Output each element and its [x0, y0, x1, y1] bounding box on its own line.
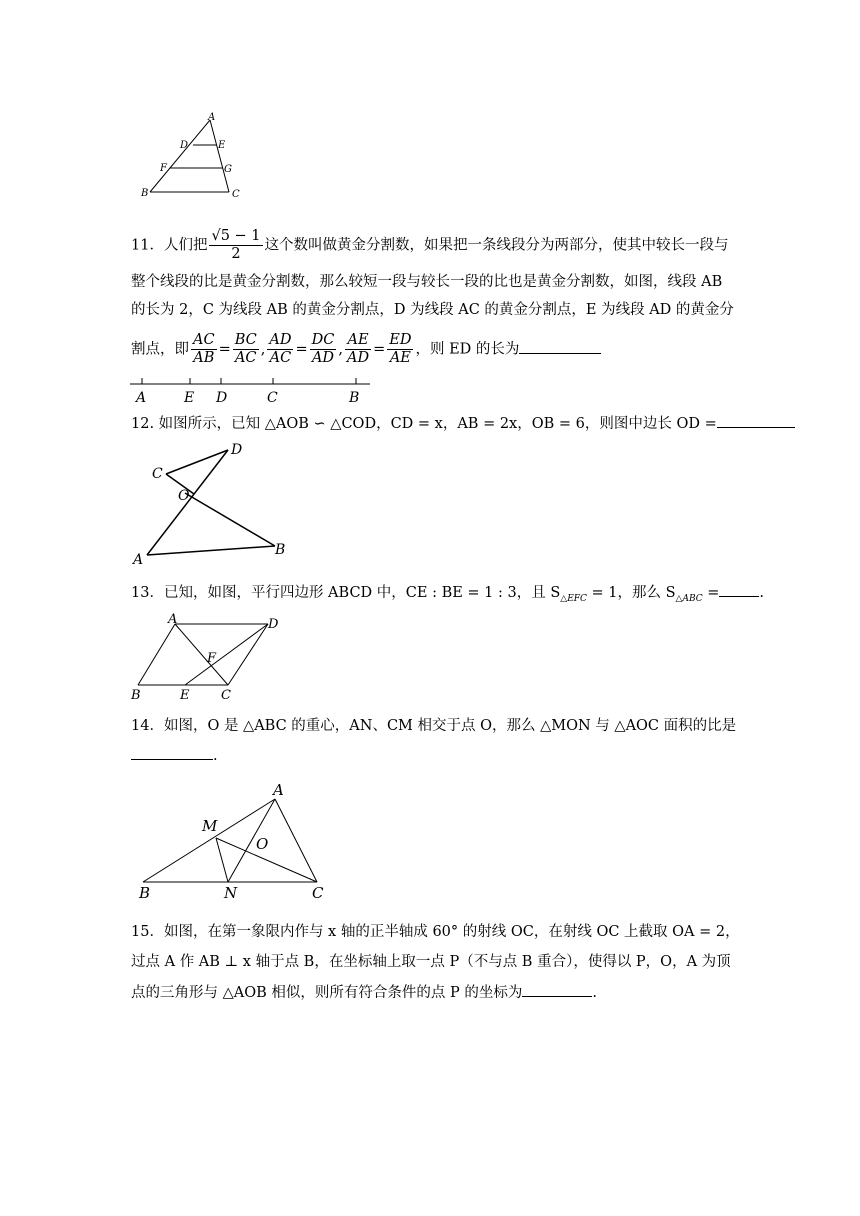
label-D: D: [216, 390, 228, 404]
answer-blank-q12: [717, 413, 795, 428]
fraction-numerator: √5 − 1: [211, 228, 261, 244]
q12-question: 12. 如图所示，已知 △AOB ∽ △COD，CD = x，AB = 2x，OB = 6，则图中边长 OD =: [131, 416, 717, 432]
q11-line4: 割点，即 $\frac{AC}{AB}$ = $\frac{BC}{AC}$ , $\frac{AD}{AC}$ = $\frac{DC}{AD}$ , $\frac{AE}{AD}$ = $\frac{ED}{AE}$ ，则 ED 的长为: [131, 332, 601, 367]
q12-text: [131, 413, 795, 434]
label-C: C: [152, 466, 163, 482]
label-A: A: [208, 112, 216, 123]
label-G: G: [224, 164, 232, 175]
q15-line3: 点的三角形与 △AOB 相似，则所有符合条件的点 P 的坐标为 .: [131, 982, 597, 1003]
q15-line2: 过点 A 作 AB ⊥ x 轴于点 B，在坐标轴上取一点 P（不与点 B 重合），使得以 P，O，A 为顶: [131, 954, 731, 970]
label-C: C: [312, 884, 324, 902]
figure-q14-triangle: [130, 778, 330, 903]
q11-number: 11．: [131, 237, 164, 254]
figure-q11-segment: [128, 374, 378, 404]
label-C: C: [221, 688, 231, 703]
label-B: B: [131, 688, 141, 703]
golden-ratio-fraction: [209, 228, 262, 263]
label-E: E: [180, 688, 190, 703]
ratio-fraction: $\frac{DC}{AD}$: [311, 332, 335, 366]
figure-q13-parallelogram: [128, 610, 288, 705]
q11-line2: 整个线段的比是黄金分割数，那么较短一段与较长一段的比也是黄金分割数，如图，线段 AB: [131, 274, 723, 290]
label-A: A: [273, 781, 284, 799]
label-B: B: [275, 542, 286, 558]
answer-blank-q11: [519, 339, 601, 354]
label-B: B: [139, 884, 151, 902]
label-M: M: [202, 817, 218, 835]
answer-blank-q14: [131, 745, 213, 760]
answer-blank-q15: [522, 982, 592, 997]
label-F: F: [160, 163, 167, 174]
label-A: A: [168, 612, 178, 627]
label-O: O: [178, 488, 190, 504]
label-A: A: [133, 552, 144, 568]
ratio-fraction: $\frac{BC}{AC}$: [234, 332, 257, 366]
label-E: E: [218, 140, 226, 151]
label-B: B: [349, 390, 360, 404]
label-D: D: [180, 140, 189, 151]
q13-text: 13．已知，如图，平行四边形 ABCD 中，CE : BE = 1 : 3，且 $S_{\triangle EFC} = 1$，那么 $S_{\triangle ABC}$ = .: [131, 582, 764, 609]
q14-line2: .: [131, 745, 218, 766]
label-B: B: [141, 188, 149, 199]
label-A: A: [136, 390, 147, 404]
figure-q10-triangle: [130, 110, 260, 205]
fraction-denominator: 2: [231, 246, 241, 262]
label-C: C: [232, 189, 240, 200]
q14-line1: 14．如图，O 是 △ABC 的重心，AN、CM 相交于点 O，那么 △MON 与 △AOC 面积的比是: [131, 718, 737, 734]
q11-line1-post: 这个数叫做黄金分割数，如果把一条线段分为两部分，使其中较长一段与: [264, 237, 729, 254]
ratio-fraction: $\frac{ED}{AE}$: [389, 332, 412, 366]
label-N: N: [224, 884, 238, 902]
q11-line4-pre: 割点，即: [131, 341, 189, 358]
q11-line1-pre: 人们把: [163, 237, 208, 254]
q15-line1: 15．如图，在第一象限内作与 x 轴的正半轴成 60° 的射线 OC，在射线 OC 上截取 OA = 2，: [131, 924, 740, 940]
figure-q12-triangles: [130, 438, 300, 568]
label-C: C: [267, 390, 278, 404]
q11-line3: 的长为 2，C 为线段 AB 的黄金分割点，D 为线段 AC 的黄金分割点，E 为线段 AD 的黄金分: [131, 302, 734, 318]
answer-blank-q13: [719, 582, 759, 597]
label-E: E: [184, 390, 195, 404]
ratio-fraction: $\frac{AE}{AD}$: [346, 332, 370, 366]
ratio-fraction: $\frac{AC}{AB}$: [193, 332, 215, 366]
label-D: D: [268, 617, 279, 632]
q11-line1: [131, 228, 729, 263]
ratio-fraction: $\frac{AD}{AC}$: [269, 332, 292, 366]
label-D: D: [231, 442, 243, 458]
label-O: O: [256, 835, 269, 853]
q11-line4-post: ，则 ED 的长为: [415, 341, 520, 358]
label-F: F: [207, 651, 217, 666]
